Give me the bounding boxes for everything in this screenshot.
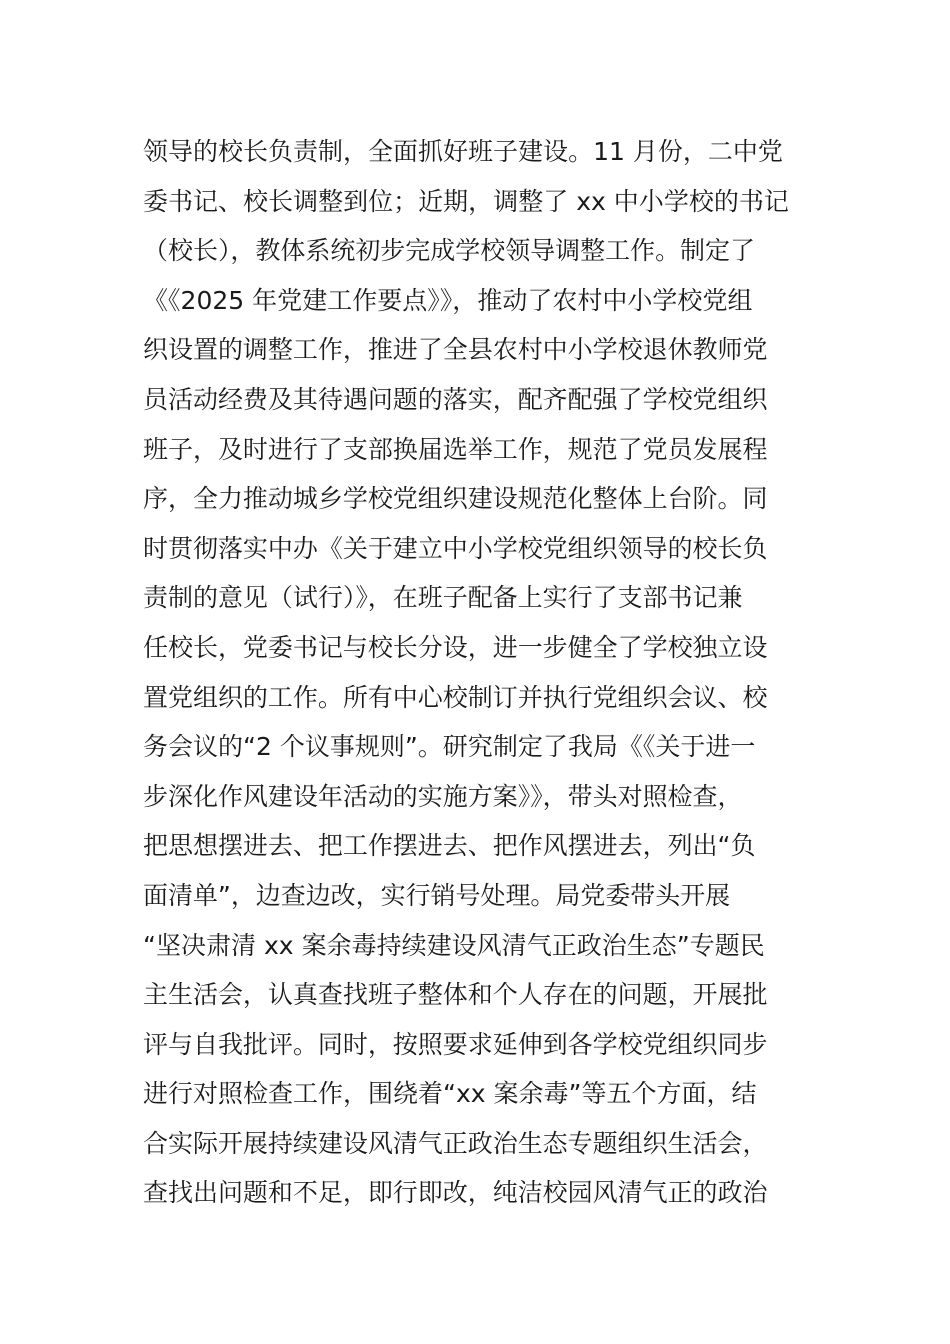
text-line: 置党组织的工作。所有中心校制订并执行党组织会议、校 (143, 682, 768, 712)
text-line: 《《2025 年党建工作要点》》，推动了农村中小学校党组 (143, 285, 753, 315)
text-line: 主生活会，认真查找班子整体和个人存在的问题，开展批 (143, 980, 768, 1010)
text-line: “坚决肃清 xx 案余毒持续建设风清气正政治生态”专题民 (143, 930, 765, 960)
text-line: 任校长，党委书记与校长分设，进一步健全了学校独立设 (143, 632, 768, 662)
text-line: 领导的校长负责制，全面抓好班子建设。11 月份，二中党 (143, 137, 783, 166)
text-line: 步深化作风建设年活动的实施方案》》，带头对照检查， (143, 781, 743, 811)
text-line: 委书记、校长调整到位；近期，调整了 xx 中小学校的书记 (143, 186, 789, 216)
text-line: 责制的意见（试行）》，在班子配备上实行了支部书记兼 (143, 583, 743, 613)
text-line: （校长），教体系统初步完成学校领导调整工作。制定了 (143, 236, 756, 266)
text-line: 评与自我批评。同时，按照要求延伸到各学校党组织同步 (143, 1029, 768, 1059)
text-line: 查找出问题和不足，即行即改，纯洁校园风清气正的政治 (143, 1178, 768, 1208)
text-line: 务会议的“2 个议事规则”。研究制定了我局《《关于进一 (143, 732, 756, 762)
text-line: 时贯彻落实中办《关于建立中小学校党组织领导的校长负 (143, 533, 768, 563)
text-line: 合实际开展持续建设风清气正政治生态专题组织生活会， (143, 1128, 768, 1158)
text-line: 班子，及时进行了支部换届选举工作，规范了党员发展程 (143, 434, 768, 464)
text-line: 员活动经费及其待遇问题的落实，配齐配强了学校党组织 (143, 384, 768, 414)
body-paragraph (143, 127, 823, 1218)
text-line: 织设置的调整工作，推进了全县农村中小学校退休教师党 (143, 335, 768, 365)
text-line: 把思想摆进去、把工作摆进去、把作风摆进去，列出“负 (143, 831, 756, 861)
text-line: 进行对照检查工作，围绕着“xx 案余毒”等五个方面，结 (143, 1079, 757, 1109)
text-line: 面清单”，边查边改，实行销号处理。局党委带头开展 (143, 880, 731, 910)
text-line: 序，全力推动城乡学校党组织建设规范化整体上台阶。同 (143, 484, 768, 514)
